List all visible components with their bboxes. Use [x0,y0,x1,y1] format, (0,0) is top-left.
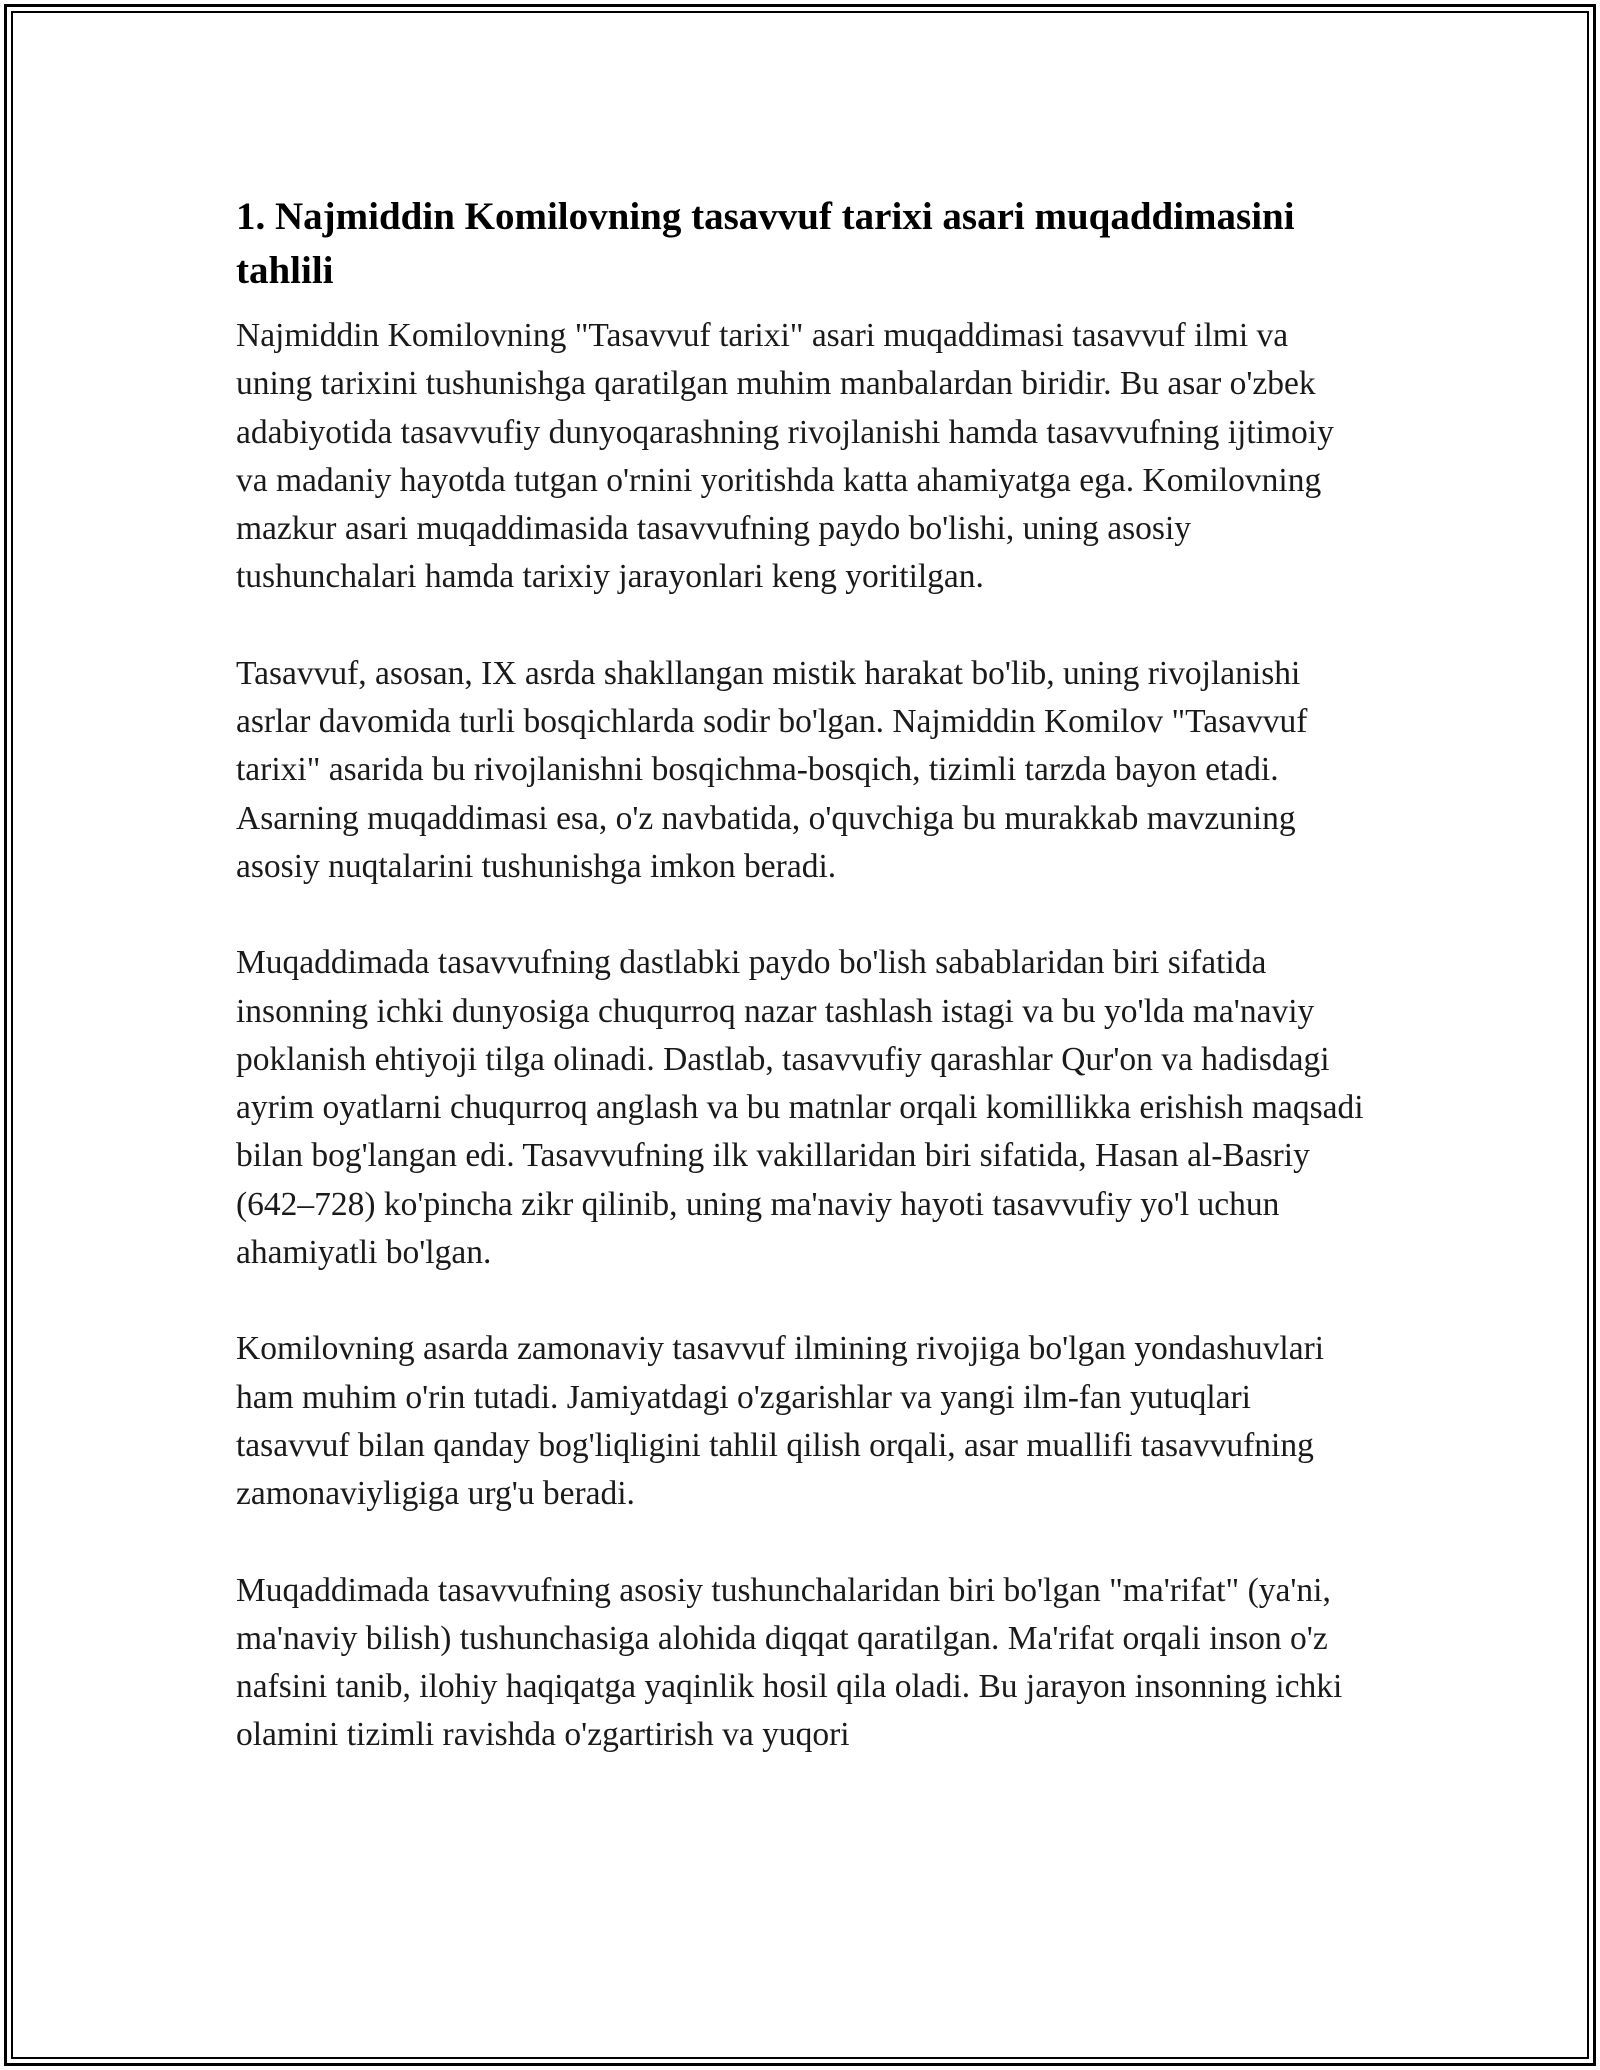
paragraph-4: Komilovning asarda zamonaviy tasavvuf ilmining rivojiga bo'lgan yondashuvlari ham muhim o'rin tutadi. Jamiyatdagi o'zgarishlar va yangi ilm-fan yutuqlari tasavvuf bilan qanday bog'liqligini tahlil qilish orqali, asar muallifi tasavvufning zamonaviyligiga urg'u beradi. [236,1330,1325,1513]
paragraph-5: Muqaddimada tasavvufning asosiy tushunchalaridan biri bo'lgan "ma'rifat" (ya'ni, ma'naviy bilish) tushunchasiga alohida diqqat qaratilgan. Ma'rifat orqali inson o'z nafsini tanib, ilohiy haqiqatga yaqinlik hosil qila oladi. Bu jarayon insonning ichki olamini tizimli ravishda o'zgartirish va yuqori [236,1571,1343,1754]
document-body [236,190,1366,1808]
paragraph-2: Tasavvuf, asosan, IX asrda shakllangan mistik harakat bo'lib, uning rivojlanishi asrlar davomida turli bosqichlarda sodir bo'lgan. Najmiddin Komilov "Tasavvuf tarixi" asarida bu rivojlanishni bosqichma-bosqich, tizimli tarzda bayon etadi. Asarning muqaddimasi esa, o'z navbatida, o'quvchiga bu murakkab mavzuning asosiy nuqtalarini tushunishga imkon beradi. [236,654,1308,885]
paragraph-3: Muqaddimada tasavvufning dastlabki paydo bo'lish sabablaridan biri sifatida insonning ichki dunyosiga chuqurroq nazar tashlash istagi va bu yo'lda ma'naviy poklanish ehtiyoji tilga olinadi. Dastlab, tasavvufiy qarashlar Qur'on va hadisdagi ayrim oyatlarni chuqurroq anglash va bu matnlar orqali komillikka erishish maqsadi bilan bog'langan edi. Tasavvufning ilk vakillaridan biri sifatida, Hasan al-Basriy (642–728) ko'pincha zikr qilinib, uning ma'naviy hayoti tasavvufiy yo'l uchun ahamiyatli bo'lgan. [236,944,1364,1272]
section-heading: 1. Najmiddin Komilovning tasavvuf tarixi asari muqaddimasini tahlili [236,195,1295,292]
paragraph-1: Najmiddin Komilovning "Tasavvuf tarixi" asari muqaddimasi tasavvuf ilmi va uning tarixini tushunishga qaratilgan muhim manbalardan biridir. Bu asar o'zbek adabiyotida tasavvufiy dunyoqarashning rivojlanishi hamda tasavvufning ijtimoiy va madaniy hayotda tutgan o'rnini yoritishda katta ahamiyatga ega. Komilovning mazkur asari muqaddimasida tasavvufning paydo bo'lishi, uning asosiy tushunchalari hamda tarixiy jarayonlari keng yoritilgan. [236,317,1334,596]
